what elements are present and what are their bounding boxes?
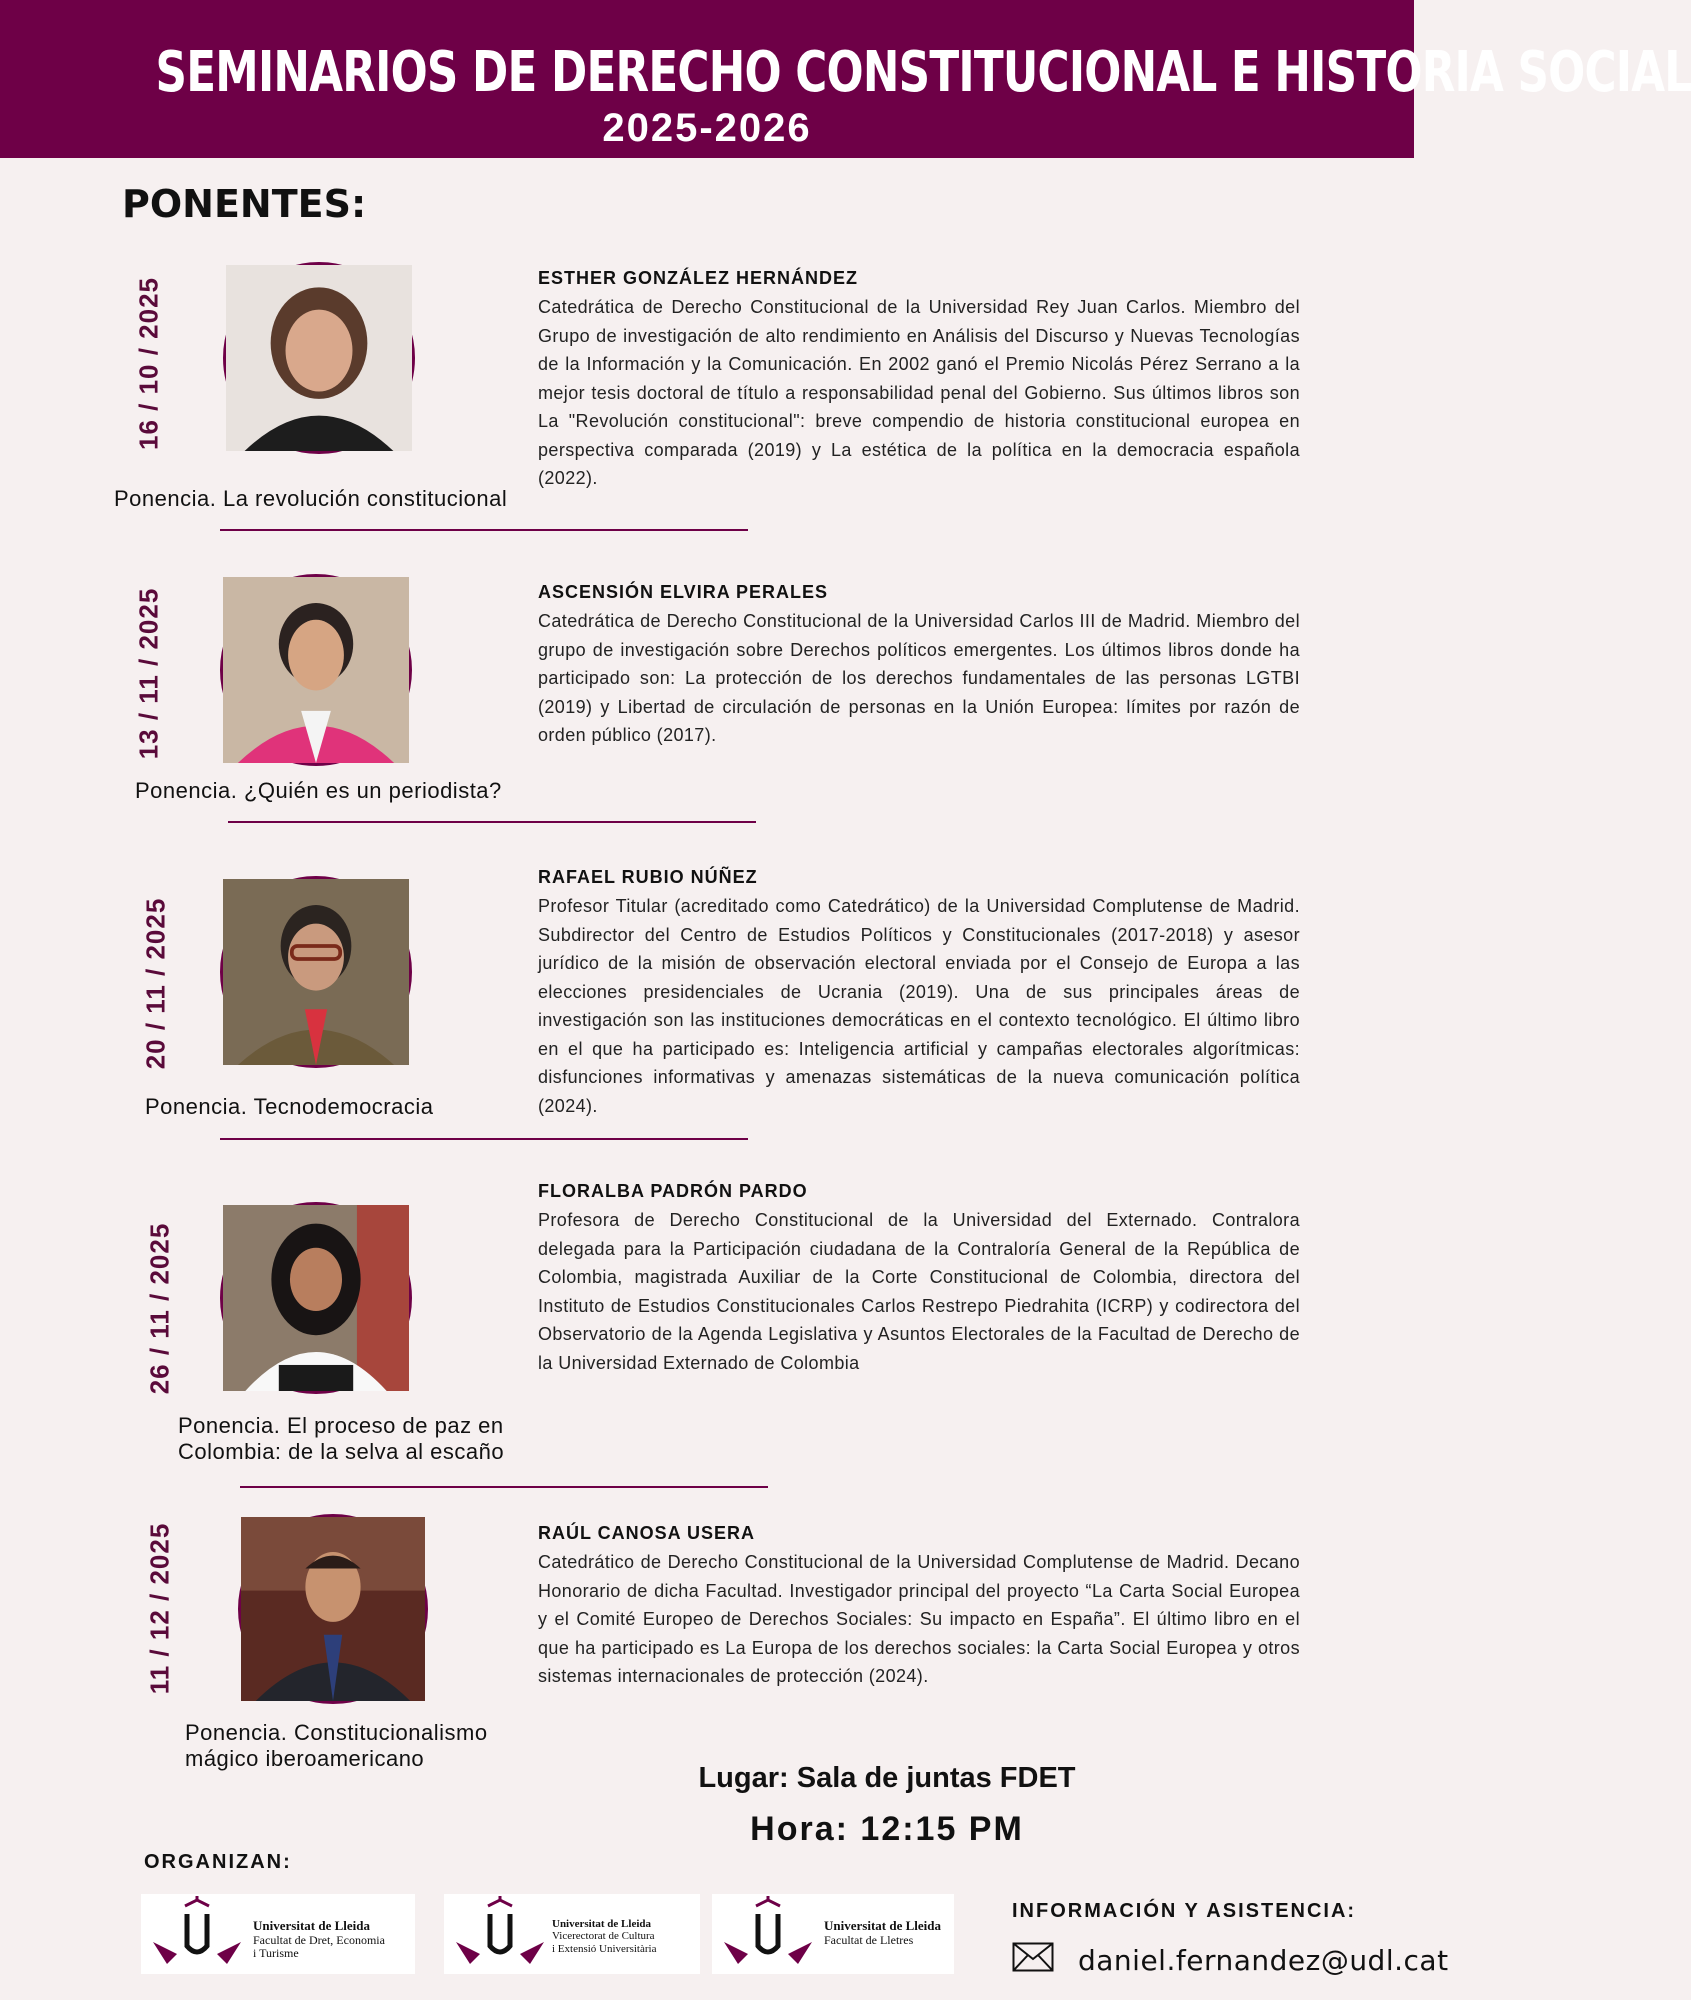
info-label: INFORMACIÓN Y ASISTENCIA: xyxy=(1012,1900,1357,1922)
logo-text: i Turisme xyxy=(253,1946,299,1960)
talk-title: Ponencia. ¿Quién es un periodista? xyxy=(135,778,502,803)
speaker-name: RAFAEL RUBIO NÚÑEZ xyxy=(538,867,758,887)
speaker-bio: Catedrática de Derecho Constitucional de la Universidad Carlos III de Madrid. Miembro del grupo de investigación sobre Derechos políticos emergentes. Los últimos libros donde ha participado son: La protección de los derechos fundamentales de las personas LGTBI (2019) y Libertad de circulación de personas en la Unión Europea: límites por razón de orden público (2017). xyxy=(538,611,1300,745)
page-title: SEMINARIOS DE DERECHO CONSTITUCIONAL E HISTORIA SOCIAL xyxy=(155,40,1691,105)
logo-text: Universitat de Lleida xyxy=(552,1918,651,1930)
divider xyxy=(228,821,756,823)
speaker-name: ESTHER GONZÁLEZ HERNÁNDEZ xyxy=(538,268,859,288)
talk-title-line: Ponencia. El proceso de paz en xyxy=(178,1413,504,1438)
speaker-date: 16 / 10 / 2025 xyxy=(133,276,164,451)
logo-text: Universitat de Lleida xyxy=(824,1918,941,1933)
speaker-photo xyxy=(220,574,412,766)
speaker-bio: Catedrática de Derecho Constitucional de la Universidad Rey Juan Carlos. Miembro del Grupo de investigación de alto rendimiento en Análisis del Discurso y Nuevas Tecnologías de la Información y la Comunicación. En 2002 ganó el Premio Nicolás Pérez Serrano a la mejor tesis doctoral de título a responsabilidad penal del Gobierno. Sus últimos libros son La "Revolución constitucional": breve compendio de historia constitucional europea en perspectiva comparada (2019) y La estética de la política en la democracia española (2022). xyxy=(538,297,1300,488)
divider xyxy=(220,1138,748,1140)
talk-title-line: Colombia: de la selva al escaño xyxy=(178,1439,505,1464)
organizers-label: ORGANIZAN: xyxy=(144,1851,292,1873)
speaker-date: 26 / 11 / 2025 xyxy=(144,1222,175,1395)
speaker-photo xyxy=(223,262,415,454)
divider xyxy=(220,529,748,531)
academic-years: 2025-2026 xyxy=(602,106,812,150)
speaker-bio: Profesora de Derecho Constitucional de la Universidad del Externado. Contralora delegada para la Participación ciudadana de la Contraloría General de la República de Colombia, magistrada Auxiliar de la Corte Constitucional de Colombia, directora del Instituto de Estudios Constitucionales Carlos Restrepo Piedrahita (ICRP) y codirectora del Observatorio de la Agenda Legislativa y Asuntos Electorales de la Facultad de Derecho de la Universidad Externado de Colombia xyxy=(538,1210,1300,1373)
organizer-logo xyxy=(444,1894,700,1974)
talk-title: Ponencia. Tecnodemocracia xyxy=(145,1094,434,1119)
section-title: PONENTES: xyxy=(122,182,367,226)
logo-text: Facultat de Dret, Economia xyxy=(253,1933,385,1947)
talk-title xyxy=(185,1720,488,1772)
speaker-date: 20 / 11 / 2025 xyxy=(140,897,171,1070)
organizer-logo xyxy=(141,1894,415,1974)
udl-logo-icon xyxy=(147,1896,247,1972)
talk-title xyxy=(178,1413,504,1465)
speaker-name: RAÚL CANOSA USERA xyxy=(538,1523,756,1543)
speaker-bio: Catedrático de Derecho Constitucional de la Universidad Complutense de Madrid. Decano Honorario de dicha Facultad. Investigador principal del proyecto “La Carta Social Europea y el Comité Europeo de Derechos Sociales: Su impacto en España”. El último libro en el que ha participado es La Europa de los derechos sociales: la Carta Social Europea y otros sistemas internacionales de protección (2024). xyxy=(538,1552,1300,1686)
speaker-photo xyxy=(238,1514,428,1704)
venue: Lugar: Sala de juntas FDET xyxy=(698,1762,1076,1794)
logo-text: Vicerectorat de Cultura xyxy=(552,1930,655,1942)
header-banner xyxy=(0,0,1691,158)
contact-email[interactable]: daniel.fernandez@udl.cat xyxy=(1078,1944,1449,1977)
logo-text: i Extensió Universitària xyxy=(552,1943,657,1955)
divider xyxy=(240,1486,768,1488)
speaker-photo xyxy=(220,876,412,1068)
logo-text: Facultat de Lletres xyxy=(824,1933,914,1947)
organizer-logo xyxy=(712,1894,954,1974)
udl-logo-icon xyxy=(450,1896,550,1972)
talk-title-line: mágico iberoamericano xyxy=(185,1746,425,1771)
speaker-date: 11 / 12 / 2025 xyxy=(144,1522,175,1695)
talk-title-line: Ponencia. Constitucionalismo xyxy=(185,1720,488,1745)
time: Hora: 12:15 PM xyxy=(750,1810,1024,1848)
udl-logo-icon xyxy=(718,1896,818,1972)
mail-icon xyxy=(1012,1942,1054,1972)
speaker-name: ASCENSIÓN ELVIRA PERALES xyxy=(538,582,829,602)
talk-title: Ponencia. La revolución constitucional xyxy=(114,486,508,511)
logo-text: Universitat de Lleida xyxy=(253,1918,370,1933)
speaker-date: 13 / 11 / 2025 xyxy=(133,587,164,760)
speaker-bio: Profesor Titular (acreditado como Catedrático) de la Universidad Complutense de Madrid. Subdirector del Centro de Estudios Políticos y Constitucionales (2017-2018) y asesor jurídico de la misión de observación electoral enviada por el Consejo de Europa a las elecciones presidenciales de Ucrania (2019). Una de sus principales áreas de investigación son las instituciones democráticas en el contexto tecnológico. El último libro en el que ha participado es: Inteligencia artificial y campañas electorales algorítmicas: disfunciones informativas y amenazas sistemáticas de la nueva comunicación política (2024). xyxy=(538,896,1300,1116)
speaker-name: FLORALBA PADRÓN PARDO xyxy=(538,1181,808,1201)
speaker-photo xyxy=(220,1202,412,1394)
